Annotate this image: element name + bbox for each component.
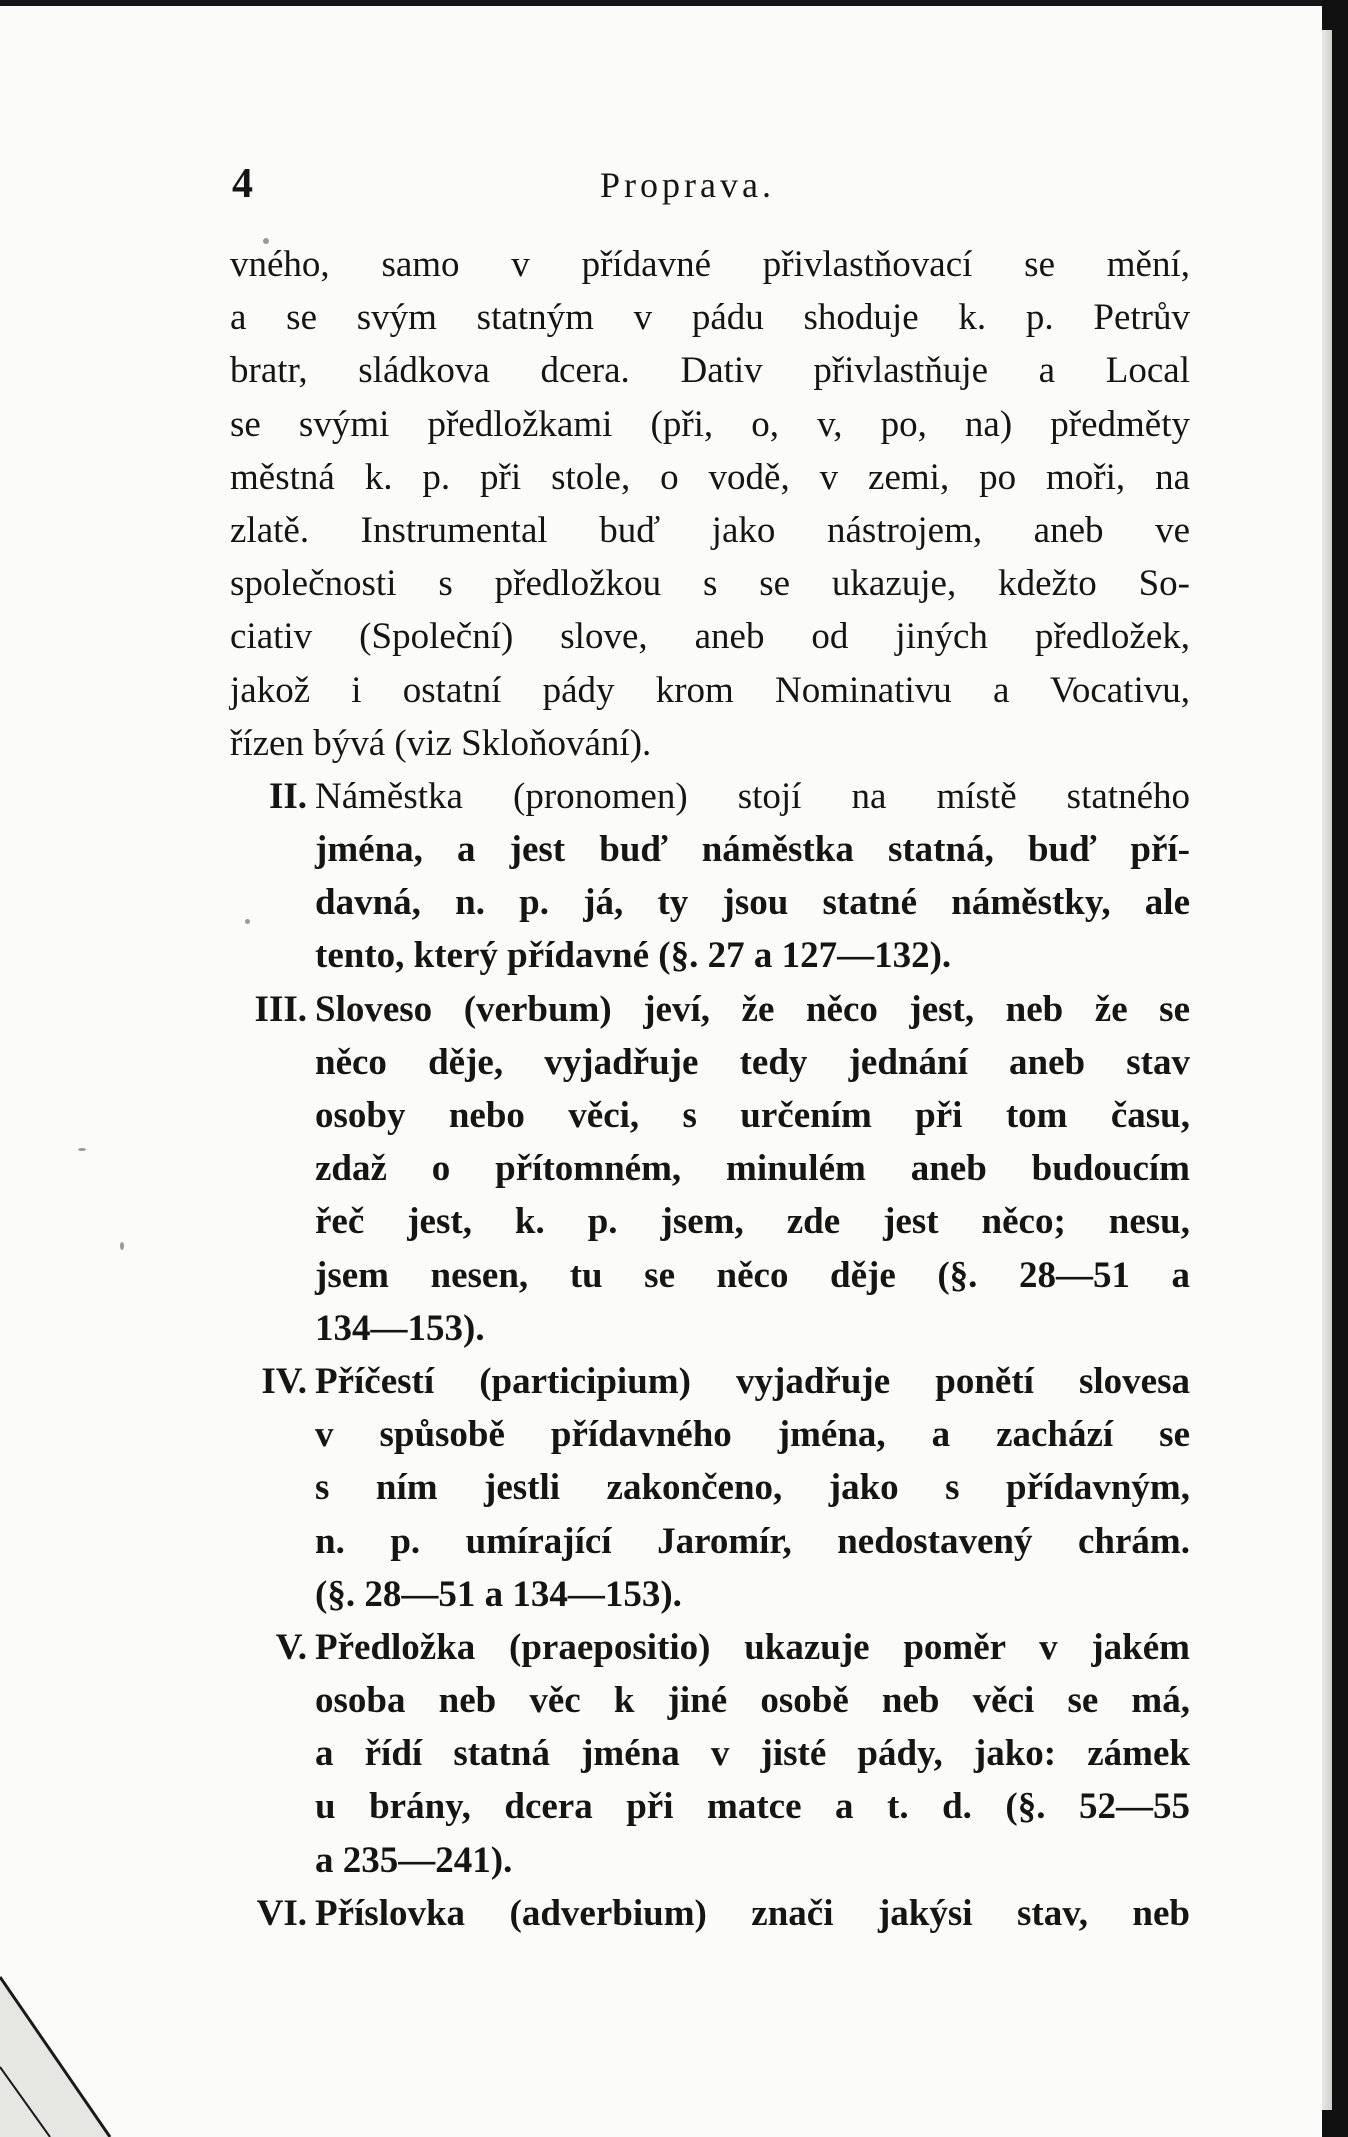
list-item-ii [230, 770, 1190, 983]
item-first-line [230, 770, 1190, 823]
text-line: a 235—241). [315, 1839, 513, 1881]
text-line: něco děje, vyjadřuje tedy jednání aneb stav [315, 1041, 1190, 1083]
list-item-v [230, 1621, 1190, 1887]
text-line: Příčestí (participium) vyjadřuje ponětí slovesa [315, 1360, 1190, 1402]
text-line: jména, a jest buď náměstka statná, buď pří- [315, 829, 1190, 871]
text-line: řeč jest, k. p. jsem, zde jest něco; nesu, [315, 1201, 1190, 1243]
intro-paragraph [230, 238, 1190, 770]
text-line: n. p. umírající Jaromír, nedostavený chrám. [315, 1520, 1190, 1562]
text-line: ciativ (Společní) slove, aneb od jiných předložek, [230, 616, 1190, 658]
item-first-line [230, 983, 1190, 1036]
text-line: řízen bývá (viz Skloňování). [230, 722, 652, 764]
scan-top-edge [0, 0, 1322, 6]
text-line: městná k. p. při stole, o vodě, v zemi, po moři, na [230, 456, 1190, 498]
item-numeral: VI. [256, 1892, 307, 1934]
running-title: Proprava. [600, 165, 775, 205]
text-line: zdaž o přítomném, minulém aneb budoucím [315, 1148, 1190, 1190]
text-line: zlatě. Instrumental buď jako nástrojem, aneb ve [230, 509, 1190, 551]
page-header [230, 160, 1190, 220]
item-numeral: V. [275, 1626, 307, 1668]
text-line: vného, samo v přídavné přivlastňovací se mění, [230, 244, 1190, 285]
text-line: bratr, sládkova dcera. Dativ přivlastňuje a Local [230, 350, 1190, 392]
page-text [230, 160, 1190, 1940]
ink-speck [78, 1148, 86, 1151]
list-item-vi [230, 1887, 1190, 1940]
item-first-line [230, 1621, 1190, 1674]
item-first-line [230, 1355, 1190, 1408]
text-line: společnosti s předložkou s se ukazuje, kdežto So- [230, 563, 1190, 605]
text-line: se svými předložkami (při, o, v, po, na) předměty [230, 403, 1190, 445]
list-item-iii [230, 983, 1190, 1355]
text-line: 134—153). [315, 1307, 485, 1349]
text-line: Předložka (praepositio) ukazuje poměr v jakém [315, 1626, 1190, 1668]
text-line: v spůsobě přídavného jména, a zachází se [315, 1414, 1190, 1456]
text-line: jakož i ostatní pády krom Nominativu a Vocativu, [230, 669, 1190, 711]
text-line: a se svým statným v pádu shoduje k. p. Petrův [230, 297, 1190, 339]
page-corner-fold [0, 1917, 150, 2137]
text-line: osoba neb věc k jiné osobě neb věci se má, [315, 1680, 1190, 1722]
text-line: u brány, dcera při matce a t. d. (§. 52—55 [315, 1786, 1190, 1828]
text-line: Příslovka (adverbium) znači jakýsi stav, neb [315, 1892, 1190, 1934]
scan-right-edge [1322, 0, 1348, 2137]
text-line: tento, který přídavné (§. 27 a 127—132). [315, 935, 952, 977]
list-item-iv [230, 1355, 1190, 1621]
item-numeral: IV. [261, 1360, 307, 1402]
text-line: davná, n. p. já, ty jsou statné náměstky, ale [315, 882, 1190, 924]
text-line: (§. 28—51 a 134—153). [315, 1573, 682, 1615]
text-line: osoby nebo věci, s určením při tom času, [315, 1095, 1190, 1136]
text-line: jsem nesen, tu se něco děje (§. 28—51 a [315, 1254, 1190, 1296]
ink-speck [120, 1242, 124, 1250]
item-numeral: III. [254, 988, 307, 1030]
text-line: s ním jestli zakončeno, jako s přídavným, [315, 1467, 1190, 1509]
item-first-line [230, 1887, 1190, 1940]
text-line: Náměstka (pronomen) stojí na místě statného [315, 775, 1190, 817]
item-numeral: II. [268, 775, 307, 817]
text-line: Sloveso (verbum) jeví, že něco jest, neb že se [315, 988, 1190, 1030]
text-line: a řídí statná jména v jisté pády, jako: zámek [315, 1733, 1190, 1775]
page-number: 4 [232, 161, 253, 207]
